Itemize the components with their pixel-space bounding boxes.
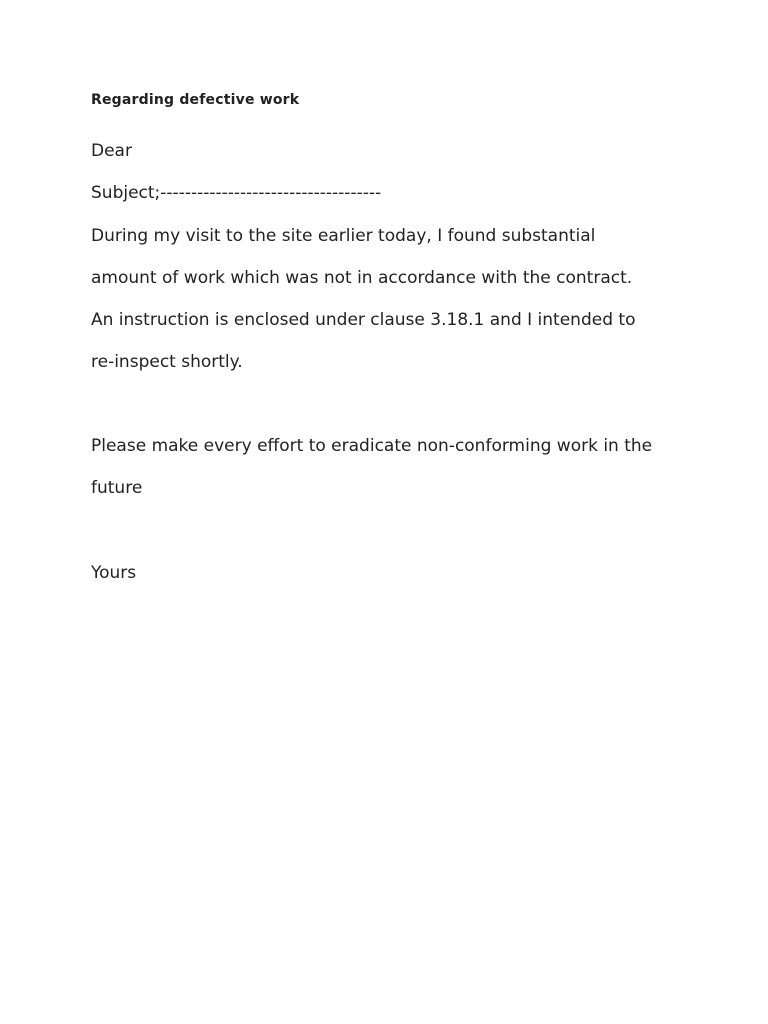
salutation: Dear (91, 141, 132, 161)
subject-line: Subject;------------------------------------ (91, 183, 382, 203)
letter-title: Regarding defective work (91, 92, 300, 108)
closing: Yours (91, 563, 137, 583)
paragraph-1-line-2: amount of work which was not in accordance with the contract. (91, 268, 633, 288)
paragraph-1-line-4: re-inspect shortly. (91, 352, 243, 372)
paragraph-2-line-2: future (91, 478, 143, 498)
paragraph-1-line-1: During my visit to the site earlier today, I found substantial (91, 226, 596, 246)
paragraph-1-line-3: An instruction is enclosed under clause 3.18.1 and I intended to (91, 310, 636, 330)
paragraph-2-line-1: Please make every effort to eradicate non-conforming work in the (91, 436, 653, 456)
